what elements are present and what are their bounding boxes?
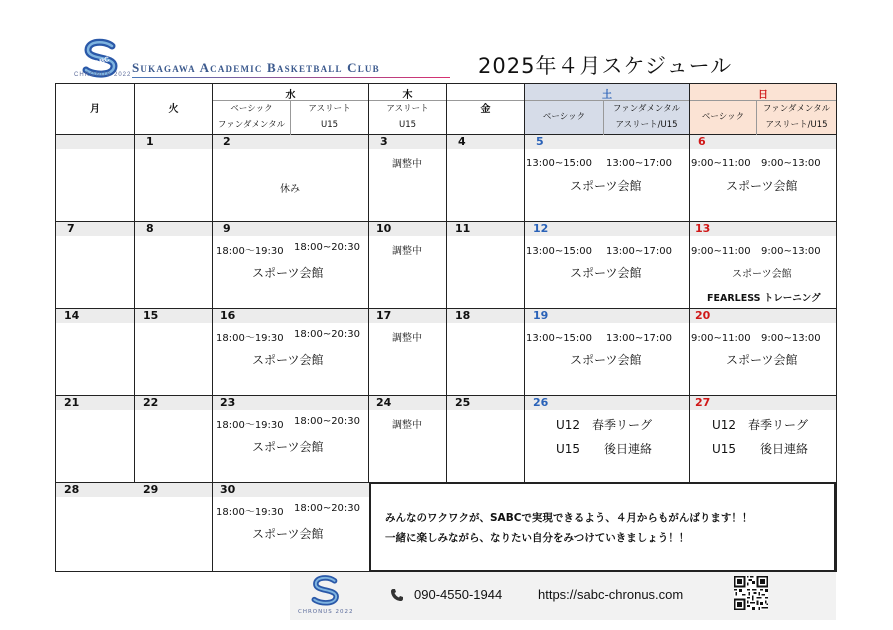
page-title: 2025年４月スケジュール	[478, 54, 733, 78]
sat-time-athlete: 13:00~17:00	[606, 333, 673, 344]
wed-venue: スポーツ会館	[252, 266, 324, 280]
wed-basic-header: ベーシック ファンダメンタル	[217, 104, 286, 130]
sat-basic-header: ベーシック	[542, 112, 586, 122]
date-number: 30	[220, 483, 236, 496]
sun-venue: スポーツ会館	[726, 353, 798, 367]
date-number-sun: 27	[695, 396, 711, 409]
date-number-sat: 5	[536, 135, 544, 148]
sun-u12-event: U12 春季リーグ	[712, 418, 809, 432]
wed-time-basic: 18:00～19:30	[216, 333, 284, 344]
date-number-sat: 12	[533, 222, 549, 235]
date-number: 29	[143, 483, 159, 496]
date-number: 23	[220, 396, 236, 409]
wed-venue: スポーツ会館	[252, 527, 324, 541]
day-header-tue: 火	[168, 104, 179, 115]
sun-venue: スポーツ会館	[726, 179, 798, 193]
sat-time-athlete: 13:00~17:00	[606, 246, 673, 257]
wed-closed-text: 休み	[280, 184, 300, 195]
date-number: 10	[376, 222, 392, 235]
day-header-mon: 月	[90, 104, 100, 115]
footer	[290, 572, 836, 620]
message-box	[369, 482, 836, 572]
sun-time-basic: 9:00~11:00	[691, 158, 751, 169]
grid-line	[524, 83, 525, 483]
message-line-1: みんなのワクワクが、SABCで実現できるよう、４月からもがんばります！！	[385, 512, 753, 524]
thu-status-text: 調整中	[392, 246, 422, 257]
sat-time-basic: 13:00~15:00	[526, 333, 593, 344]
wed-time-basic: 18:00～19:30	[216, 246, 284, 257]
sat-u15-event: U15 後日連絡	[556, 442, 653, 456]
day-header-fri: 金	[480, 104, 491, 115]
sun-time-basic: 9:00~11:00	[691, 246, 751, 257]
thu-status-text: 調整中	[392, 159, 422, 170]
wed-athlete-header: アスリート U15	[308, 104, 351, 130]
date-number-sat: 19	[533, 309, 549, 322]
day-header-wed: 水	[285, 90, 296, 101]
date-number: 17	[376, 309, 392, 322]
sun-time-athlete: 9:00~13:00	[761, 246, 821, 257]
wed-time-athlete: 18:00~20:30	[294, 416, 361, 427]
thu-athlete-header: アスリート U15	[386, 104, 429, 130]
date-number: 25	[455, 396, 471, 409]
date-number: 24	[376, 396, 392, 409]
sun-time-athlete: 9:00~13:00	[761, 333, 821, 344]
sat-time-basic: 13:00~15:00	[526, 246, 593, 257]
date-number: 1	[146, 135, 154, 148]
sat-u12-event: U12 春季リーグ	[556, 418, 653, 432]
date-number: 14	[64, 309, 80, 322]
date-number-sun: 13	[695, 222, 711, 235]
date-number: 8	[146, 222, 154, 235]
sun-time-basic: 9:00~11:00	[691, 333, 751, 344]
sat-venue: スポーツ会館	[570, 353, 642, 367]
date-number-sun: 6	[698, 135, 706, 148]
phone-number[interactable]: 090-4550-1944	[414, 587, 503, 602]
grid-line	[689, 83, 690, 483]
date-number: 4	[458, 135, 466, 148]
sun-basic-header: ベーシック	[701, 112, 745, 122]
sun-time-athlete: 9:00~13:00	[761, 158, 821, 169]
grid-line	[446, 83, 447, 483]
date-number: 21	[64, 396, 80, 409]
day-header-sun: 日	[758, 90, 768, 101]
date-number: 22	[143, 396, 159, 409]
wed-time-basic: 18:00～19:30	[216, 507, 284, 518]
wed-time-basic: 18:00～19:30	[216, 420, 284, 431]
date-number-sun: 20	[695, 309, 711, 322]
date-number: 3	[380, 135, 388, 148]
website-link[interactable]: https://sabc-chronus.com	[538, 587, 684, 602]
date-number: 18	[455, 309, 471, 322]
sat-venue: スポーツ会館	[570, 179, 642, 193]
message-line-2: 一緒に楽しみながら、なりたい自分をみつけていきましょう！！	[385, 532, 690, 544]
sun-venue: スポーツ会館	[732, 269, 792, 280]
date-number: 7	[67, 222, 75, 235]
day-header-sat: 土	[602, 90, 612, 101]
date-number-sat: 26	[533, 396, 549, 409]
wed-time-athlete: 18:00~20:30	[294, 329, 361, 340]
sabc-logo-small	[308, 574, 344, 608]
wed-time-athlete: 18:00~20:30	[294, 503, 361, 514]
logo-subtitle: CHRONUS 2022	[74, 72, 132, 78]
day-header-thu: 木	[402, 90, 413, 101]
date-number: 28	[64, 483, 80, 496]
wed-time-athlete: 18:00~20:30	[294, 242, 361, 253]
sat-time-basic: 13:00~15:00	[526, 158, 593, 169]
date-number: 2	[223, 135, 231, 148]
sat-athlete-header: ファンダメンタル アスリート/U15	[612, 104, 681, 130]
phone-icon	[390, 588, 404, 602]
svg-text:ABC: ABC	[94, 55, 111, 68]
grid-line	[134, 83, 135, 483]
sat-time-athlete: 13:00~17:00	[606, 158, 673, 169]
club-underline	[132, 77, 450, 78]
grid-line	[368, 83, 369, 483]
thu-status-text: 調整中	[392, 333, 422, 344]
qr-code-icon[interactable]	[734, 576, 768, 610]
date-number: 9	[223, 222, 231, 235]
date-number: 11	[455, 222, 471, 235]
sun-athlete-header: ファンダメンタル アスリート/U15	[762, 104, 831, 130]
thu-status-text: 調整中	[392, 420, 422, 431]
date-number: 16	[220, 309, 236, 322]
sun-u15-event: U15 後日連絡	[712, 442, 809, 456]
wed-venue: スポーツ会館	[252, 353, 324, 367]
sat-venue: スポーツ会館	[570, 266, 642, 280]
wed-venue: スポーツ会館	[252, 440, 324, 454]
date-number: 15	[143, 309, 159, 322]
grid-line	[212, 83, 213, 572]
sun-special-event: FEARLESS トレーニング	[707, 293, 821, 304]
footer-logo-subtitle: CHRONUS 2022	[298, 609, 354, 615]
club-name: Sukagawa Academic Basketball Club	[132, 60, 380, 75]
